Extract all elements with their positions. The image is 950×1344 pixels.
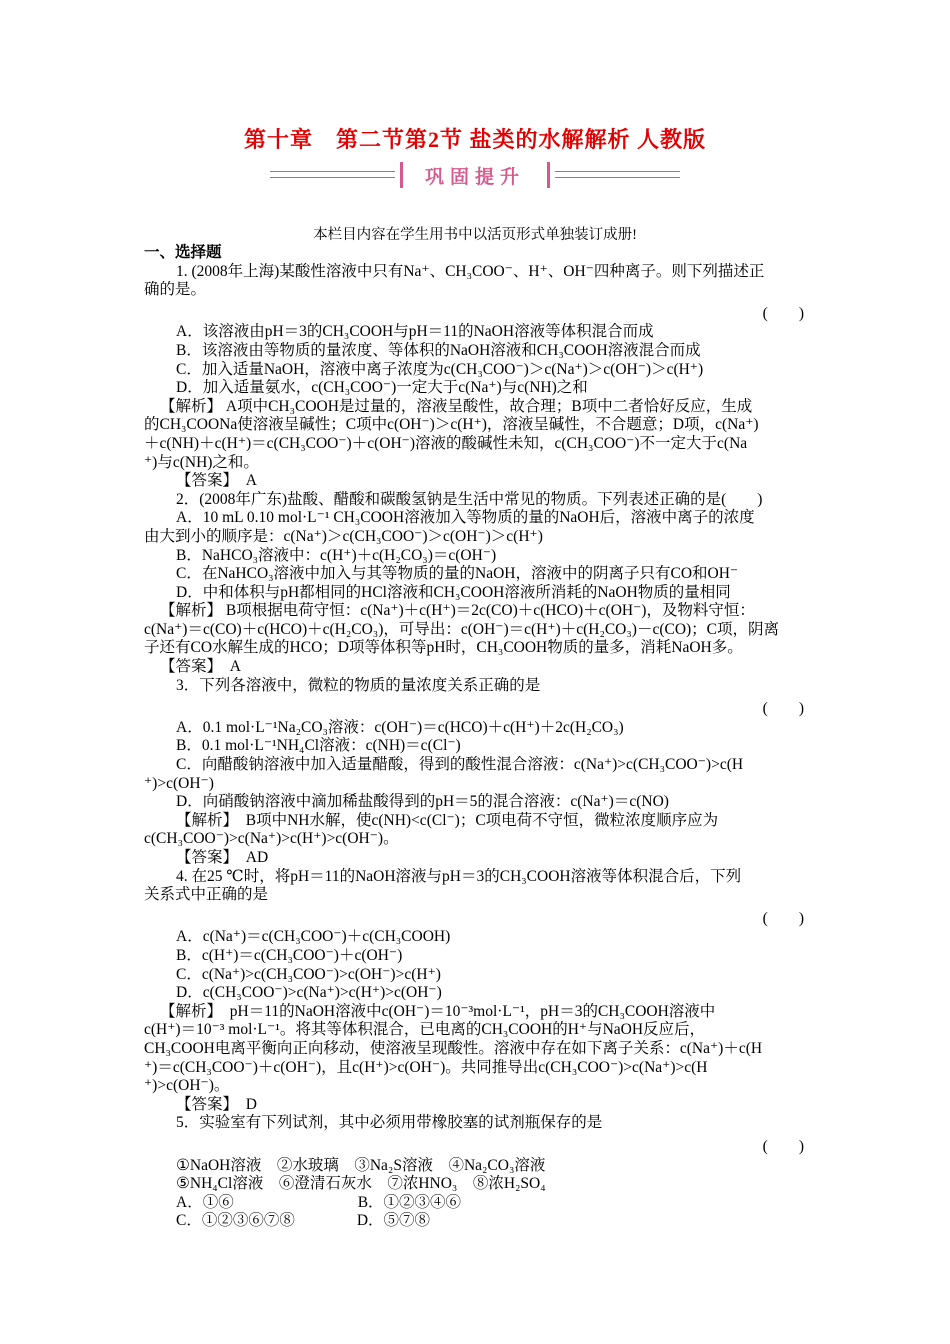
- analysis-line: ⁺)＝c(CH₃COO⁻)＋c(OH⁻)，且c(H⁺)>c(OH⁻)。共同推导出c(CH₃COO⁻)>c(Na⁺)>c(H: [144, 1058, 708, 1076]
- option-line: 由大到小的顺序是：c(Na⁺)＞c(CH₃COO⁻)＞c(OH⁻)＞c(H⁺): [144, 527, 543, 545]
- option-line: A．10 mL 0.10 mol·L⁻¹ CH₃COOH溶液加入等物质的量的NaOH后，溶液中离子的浓度: [176, 509, 755, 527]
- analysis-line: c(CH₃COO⁻)>c(Na⁺)>c(H⁺)>c(OH⁻)。: [144, 830, 399, 848]
- option-line: D．中和体积与pH都相同的HCl溶液和CH₃COOH溶液所消耗的NaOH物质的量相同: [176, 583, 731, 601]
- analysis-line: c(H⁺)＝10⁻³ mol·L⁻¹。将其等体积混合，已电离的CH₃COOH的H⁺与NaOH反应后，: [144, 1021, 706, 1039]
- answer-line: 【答案】 AD: [176, 849, 269, 866]
- option-line: ①NaOH溶液 ②水玻璃 ③Na₂S溶液 ④Na₂CO₃溶液: [176, 1156, 546, 1174]
- answer-blank: ( ): [762, 909, 804, 927]
- option-line: A．该溶液由pH＝3的CH₃COOH与pH＝11的NaOH溶液等体积混合而成: [176, 323, 654, 341]
- section-heading: 一、选择题: [144, 244, 222, 261]
- answer-blank: ( ): [762, 1137, 804, 1155]
- analysis-line: c(Na⁺)＝c(CO)＋c(HCO)＋c(H₂CO₃)，可导出：c(OH⁻)＝c(H⁺)＋c(H₂CO₃)－c(CO)；C项，阴离: [144, 620, 780, 638]
- question-line: 2．(2008年广东)盐酸、醋酸和碳酸氢钠是生活中常见的物质。下列表述正确的是( ): [176, 490, 763, 508]
- question-line: 3．下列各溶液中，微粒的物质的量浓度关系正确的是: [176, 676, 541, 694]
- answer-line: 【答案】 A: [176, 472, 257, 490]
- exercise-content: [144, 240, 806, 1231]
- option-line: B．c(H⁺)＝c(CH₃COO⁻)＋c(OH⁻): [176, 946, 403, 964]
- answer-blank: ( ): [762, 700, 804, 718]
- analysis-line: 的CH₃COONa使溶液呈碱性；C项中c(OH⁻)＞c(H⁺)，溶液呈碱性，不合题意；D项，c(Na⁺): [144, 416, 759, 434]
- question-line: 关系式中正确的是: [144, 886, 269, 904]
- answer-line: 【答案】 D: [176, 1095, 257, 1113]
- analysis-line: ⁺)与c(NH)之和。: [144, 453, 259, 471]
- option-line: ⁺)>c(OH⁻): [144, 774, 214, 792]
- analysis-line: 【解析】 B项根据电荷守恒：c(Na⁺)＋c(H⁺)＝2c(CO)＋c(HCO)＋c(OH⁻)，及物料守恒：: [160, 602, 755, 620]
- option-line: D．c(CH₃COO⁻)>c(Na⁺)>c(H⁺)>c(OH⁻): [176, 984, 442, 1002]
- question-line: 5．实验室有下列试剂，其中必须用带橡胶塞的试剂瓶保存的是: [176, 1114, 603, 1132]
- option-line: A．0.1 mol·L⁻¹Na₂CO₃溶液：c(OH⁻)＝c(HCO)＋c(H⁺)＋2c(H₂CO₃): [176, 718, 624, 736]
- option-line: C．c(Na⁺)>c(CH₃COO⁻)>c(OH⁻)>c(H⁺): [176, 965, 441, 983]
- analysis-line: CH₃COOH电离平衡向正向移动，使溶液呈现酸性。溶液中存在如下离子关系：c(Na⁺)＋c(H: [144, 1039, 763, 1057]
- option-line: C．向醋酸钠溶液中加入适量醋酸，得到的酸性混合溶液：c(Na⁺)>c(CH₃COO⁻)>c(H: [176, 756, 744, 774]
- analysis-line: ＋c(NH)＋c(H⁺)＝c(CH₃COO⁻)＋c(OH⁻)溶液的酸碱性未知，c(CH₃COO⁻)不一定大于c(Na: [144, 434, 748, 452]
- option-line: C．加入适量NaOH，溶液中离子浓度为c(CH₃COO⁻)＞c(Na⁺)＞c(OH⁻)＞c(H⁺): [176, 360, 704, 378]
- analysis-line: ⁺)>c(OH⁻)。: [144, 1077, 230, 1095]
- option-line: A．c(Na⁺)＝c(CH₃COO⁻)＋c(CH₃COOH): [176, 928, 451, 946]
- analysis-line: 【解析】 B项中NH水解，使c(NH)<c(Cl⁻)；C项电荷不守恒，微粒浓度顺序应为: [176, 811, 719, 829]
- option-line: ⑤NH₄Cl溶液 ⑥澄清石灰水 ⑦浓HNO₃ ⑧浓H₂SO₄: [176, 1175, 546, 1193]
- binding-note: 本栏目内容在学生用书中以活页形式单独装订成册!: [313, 227, 637, 243]
- question-line: 确的是。: [144, 281, 207, 299]
- analysis-line: 子还有CO水解生成的HCO；D项等体积等pH时，CH₃COOH物质的量多，消耗NaOH多。: [144, 639, 743, 657]
- option-line: A．①⑥ B．①②③④⑥: [176, 1193, 462, 1211]
- option-line: D．加入适量氨水，c(CH₃COO⁻)一定大于c(Na⁺)与c(NH)之和: [176, 379, 588, 397]
- option-line: B．0.1 mol·L⁻¹NH₄Cl溶液：c(NH)＝c(Cl⁻): [176, 737, 461, 755]
- option-line: B．NaHCO₃溶液中：c(H⁺)＋c(H₂CO₃)＝c(OH⁻): [176, 546, 497, 564]
- option-line: C．①②③⑥⑦⑧ D．⑤⑦⑧: [176, 1212, 431, 1230]
- answer-blank: ( ): [762, 304, 804, 322]
- question-line: 1. (2008年上海)某酸性溶液中只有Na⁺、CH₃COO⁻、H⁺、OH⁻四种离子。则下列描述正: [176, 262, 765, 280]
- banner-text: 巩固提升: [424, 166, 525, 188]
- option-line: D．向硝酸钠溶液中滴加稀盐酸得到的pH＝5的混合溶液：c(Na⁺)＝c(NO): [176, 793, 669, 811]
- option-line: B．该溶液由等物质的量浓度、等体积的NaOH溶液和CH₃COOH溶液混合而成: [176, 341, 701, 359]
- analysis-line: 【解析】 pH＝11的NaOH溶液中c(OH⁻)＝10⁻³mol·L⁻¹，pH＝3的CH₃COOH溶液中: [160, 1002, 716, 1020]
- section-banner: [270, 160, 680, 190]
- analysis-line: 【解析】 A项中CH₃COOH是过量的，溶液呈酸性，故合理；B项中二者恰好反应，生成: [160, 397, 753, 415]
- page-title: 第十章 第二节第2节 盐类的水解解析 人教版: [243, 127, 706, 152]
- answer-line: 【答案】 A: [160, 658, 241, 676]
- option-line: C．在NaHCO₃溶液中加入与其等物质的量的NaOH，溶液中的阴离子只有CO和OH⁻: [176, 565, 739, 583]
- question-line: 4. 在25 ℃时，将pH＝11的NaOH溶液与pH＝3的CH₃COOH溶液等体积混合后，下列: [176, 867, 742, 885]
